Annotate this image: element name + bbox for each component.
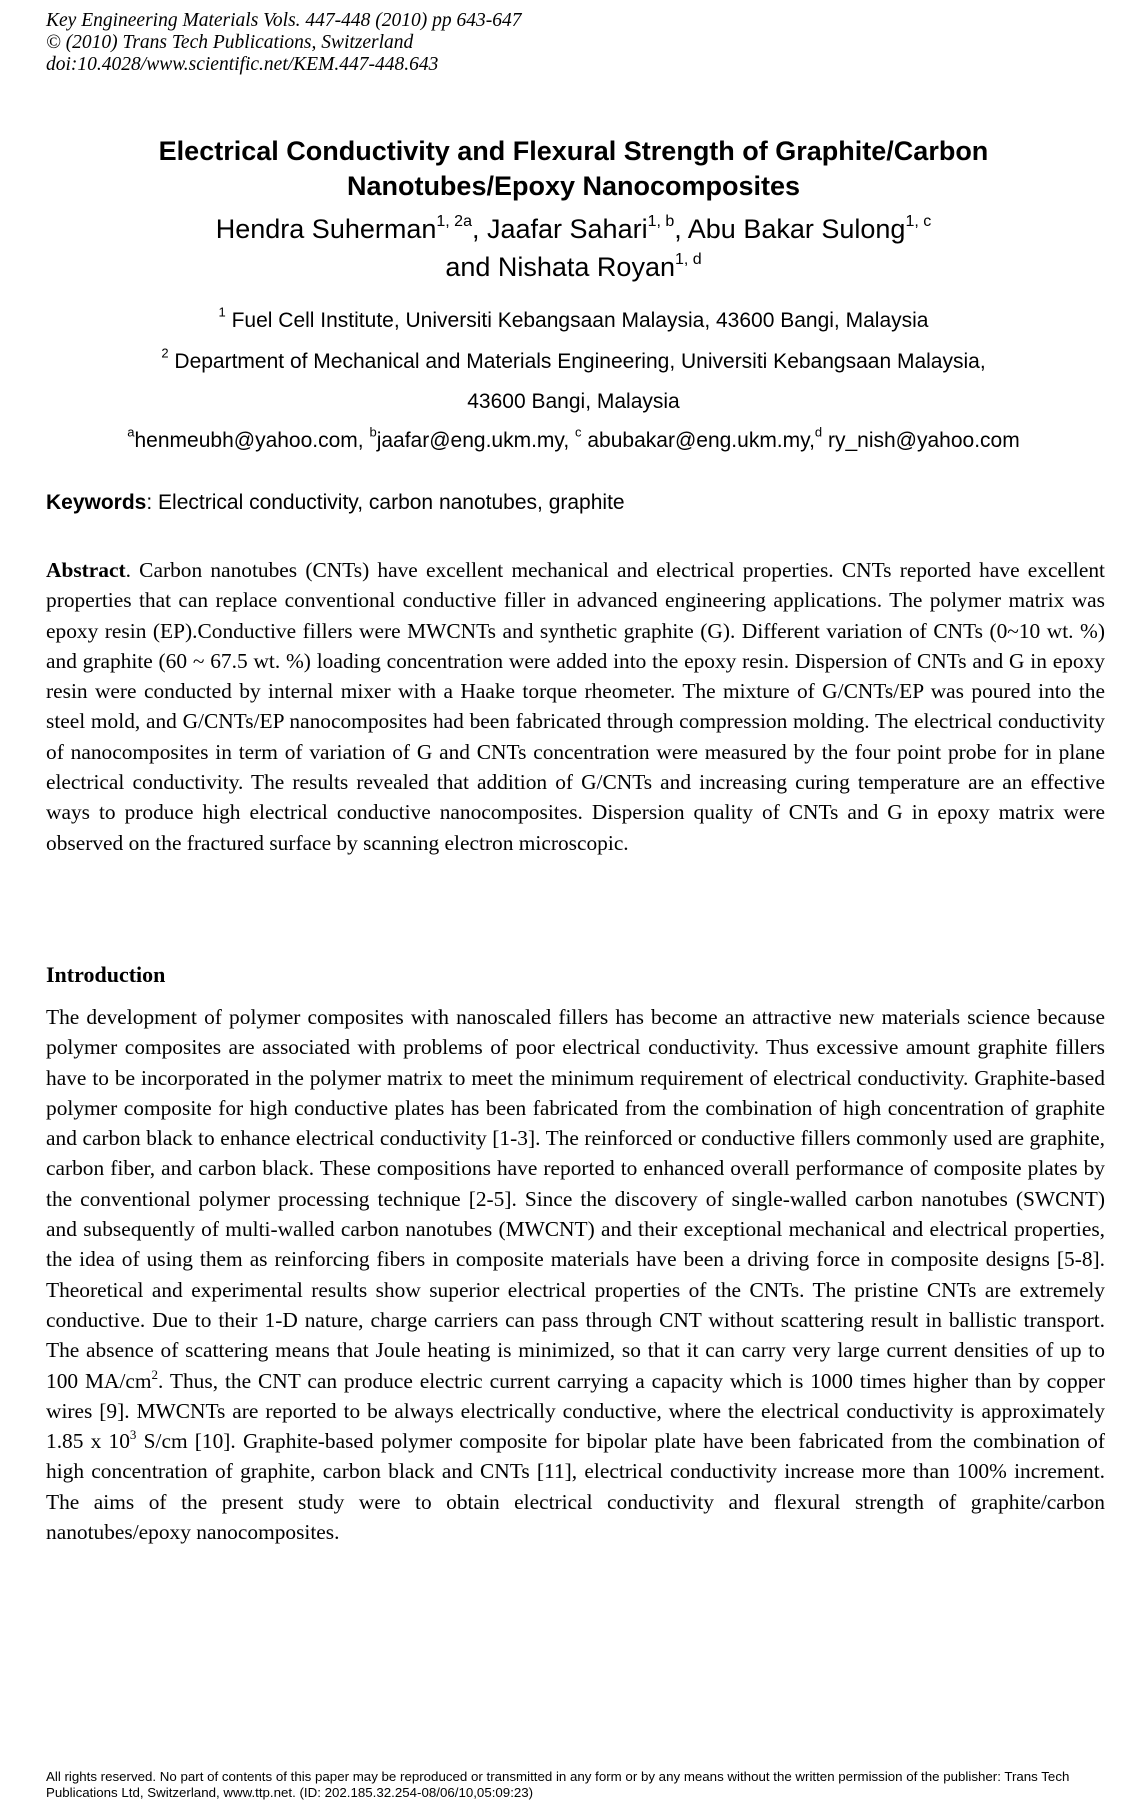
affiliation-sup: 1 bbox=[218, 304, 226, 320]
title-line-2: Nanotubes/Epoxy Nanocomposites bbox=[346, 171, 801, 201]
affiliation-text: Department of Mechanical and Materials Engineering, Universiti Kebangsaan Malaysia, bbox=[168, 350, 986, 373]
email-b: jaafar@eng.ukm.my, bbox=[376, 429, 576, 452]
affiliation-1 bbox=[40, 304, 1107, 334]
author-nishata: and Nishata Royan bbox=[445, 252, 675, 282]
author-line-1 bbox=[60, 210, 1087, 248]
email-c: abubakar@eng.ukm.my, bbox=[581, 429, 815, 452]
title-line-1: Electrical Conductivity and Flexural Strength of Graphite/Carbon bbox=[158, 136, 989, 166]
author-jaafar: , Jaafar Sahari bbox=[471, 214, 648, 244]
paper-title bbox=[60, 134, 1087, 204]
abstract-text: . Carbon nanotubes (CNTs) have excellent mechanical and electrical properties. CNTs reported have excellent properties that can replace conventional conductive filler in advanced engineering applications. The polymer matrix was epoxy resin (EP).Conductive fillers were MWCNTs and synthetic graphite (G). Different variation of CNTs (0~10 wt. %) and graphite (60 ~ 67.5 wt. %) loading concentration were added into the epoxy resin. Dispersion of CNTs and G in epoxy resin were conducted by internal mixer with a Haake torque rheometer. The mixture of G/CNTs/EP was poured into the steel mold, and G/CNTs/EP nanocomposites had been fabricated through compression molding. The electrical conductivity of nanocomposites in term of variation of G and CNTs concentration were measured by the four point probe for in plane electrical conductivity. The results revealed that addition of G/CNTs and increasing curing temperature are an effective ways to produce high electrical conductive nanocomposites. Dispersion quality of CNTs and G in epoxy matrix were observed on the fractured surface by scanning electron microscopic. bbox=[46, 558, 1105, 855]
affiliation-2 bbox=[40, 345, 1107, 375]
abstract-paragraph bbox=[46, 555, 1105, 858]
author-hendra: Hendra Suherman bbox=[215, 214, 437, 244]
affiliation-2-line-2: 43600 Bangi, Malaysia bbox=[467, 390, 680, 413]
journal-citation: Key Engineering Materials Vols. 447-448 (2010) pp 643-647 bbox=[46, 10, 522, 31]
email-sup: c bbox=[575, 424, 582, 440]
intro-text-2: . Thus, the CNT can produce electric current carrying a capacity which is 1000 times higher than by copper wires [9]. MWCNTs are reported to be always electrically conductive, where the electrical conductivity is approximately 1.85 x 10 bbox=[46, 1368, 1105, 1454]
email-sup: d bbox=[814, 424, 823, 440]
affiliation-sup: 2 bbox=[161, 345, 169, 361]
keywords-line bbox=[46, 490, 625, 516]
introduction-paragraph bbox=[46, 1002, 1105, 1547]
email-line bbox=[40, 424, 1107, 454]
introduction-heading: Introduction bbox=[46, 962, 166, 987]
email-a: henmeubh@yahoo.com, bbox=[134, 429, 370, 452]
keywords-label: Keywords bbox=[46, 491, 147, 514]
copyright-line: © (2010) Trans Tech Publications, Switzerland bbox=[46, 32, 414, 53]
intro-sup-1: 2 bbox=[151, 1366, 159, 1382]
intro-text-1: The development of polymer composites with nanoscaled fillers has become an attractive new materials science because polymer composites are associated with problems of poor electrical conductivity. Thus excessive amount graphite fillers have to be incorporated in the polymer matrix to meet the minimum requirement of electrical conductivity. Graphite-based polymer composite for high conductive plates has been fabricated from the combination of high concentration of graphite and carbon black to enhance electrical conductivity [1-3]. The reinforced or conductive fillers commonly used are graphite, carbon fiber, and carbon black. These compositions have reported to enhanced overall performance of composite plates by the conventional polymer processing technique [2-5]. Since the discovery of single-walled carbon nanotubes (SWCNT) and subsequently of multi-walled carbon nanotubes (MWCNT) and their exceptional mechanical and electrical properties, the idea of using them as reinforcing fibers in composite materials have been a driving force in composite designs [5-8]. Theoretical and experimental results show superior electrical properties of the CNTs. The pristine CNTs are extremely conductive. Due to their 1-D nature, charge carriers can pass through CNT without scattering result in ballistic transport. The absence of scattering means that Joule heating is minimized, so that it can carry very large current densities of up to 100 MA/cm bbox=[46, 1005, 1105, 1393]
intro-text-3: S/cm [10]. Graphite-based polymer composite for bipolar plate have been fabricated from the combination of high concentration of graphite, carbon black and CNTs [11], electrical conductivity increase more than 100% increment. The aims of the present study were to obtain electrical conductivity and flexural strength of graphite/carbon nanotubes/epoxy nanocomposites. bbox=[46, 1429, 1105, 1545]
email-sup: a bbox=[127, 424, 135, 440]
author-line-2 bbox=[60, 248, 1087, 286]
author-list bbox=[60, 210, 1087, 286]
author-sup: 1, c bbox=[905, 213, 932, 230]
author-abubakar: , Abu Bakar Sulong bbox=[674, 214, 906, 244]
journal-header bbox=[46, 10, 522, 76]
keywords-text: : Electrical conductivity, carbon nanotubes, graphite bbox=[146, 491, 625, 514]
copyright-footer: All rights reserved. No part of contents of this paper may be reproduced or transmitted in any form or by any means without the written permission of the publisher: Trans Tech Publications Ltd, Switzerland, www.ttp.net. (ID: 202.185.32.254-08/06/10,05:09:23) bbox=[46, 1769, 1070, 1800]
email-sup: b bbox=[369, 424, 377, 440]
abstract-label: Abstract bbox=[46, 558, 126, 582]
author-sup: 1, 2a bbox=[436, 213, 472, 230]
doi-line: doi:10.4028/www.scientific.net/KEM.447-448.643 bbox=[46, 54, 439, 75]
author-sup: 1, d bbox=[674, 251, 702, 268]
email-d: ry_nish@yahoo.com bbox=[822, 429, 1020, 452]
intro-sup-2: 3 bbox=[129, 1427, 137, 1443]
author-sup: 1, b bbox=[647, 213, 675, 230]
affiliation-text: Fuel Cell Institute, Universiti Kebangsaan Malaysia, 43600 Bangi, Malaysia bbox=[225, 309, 929, 332]
